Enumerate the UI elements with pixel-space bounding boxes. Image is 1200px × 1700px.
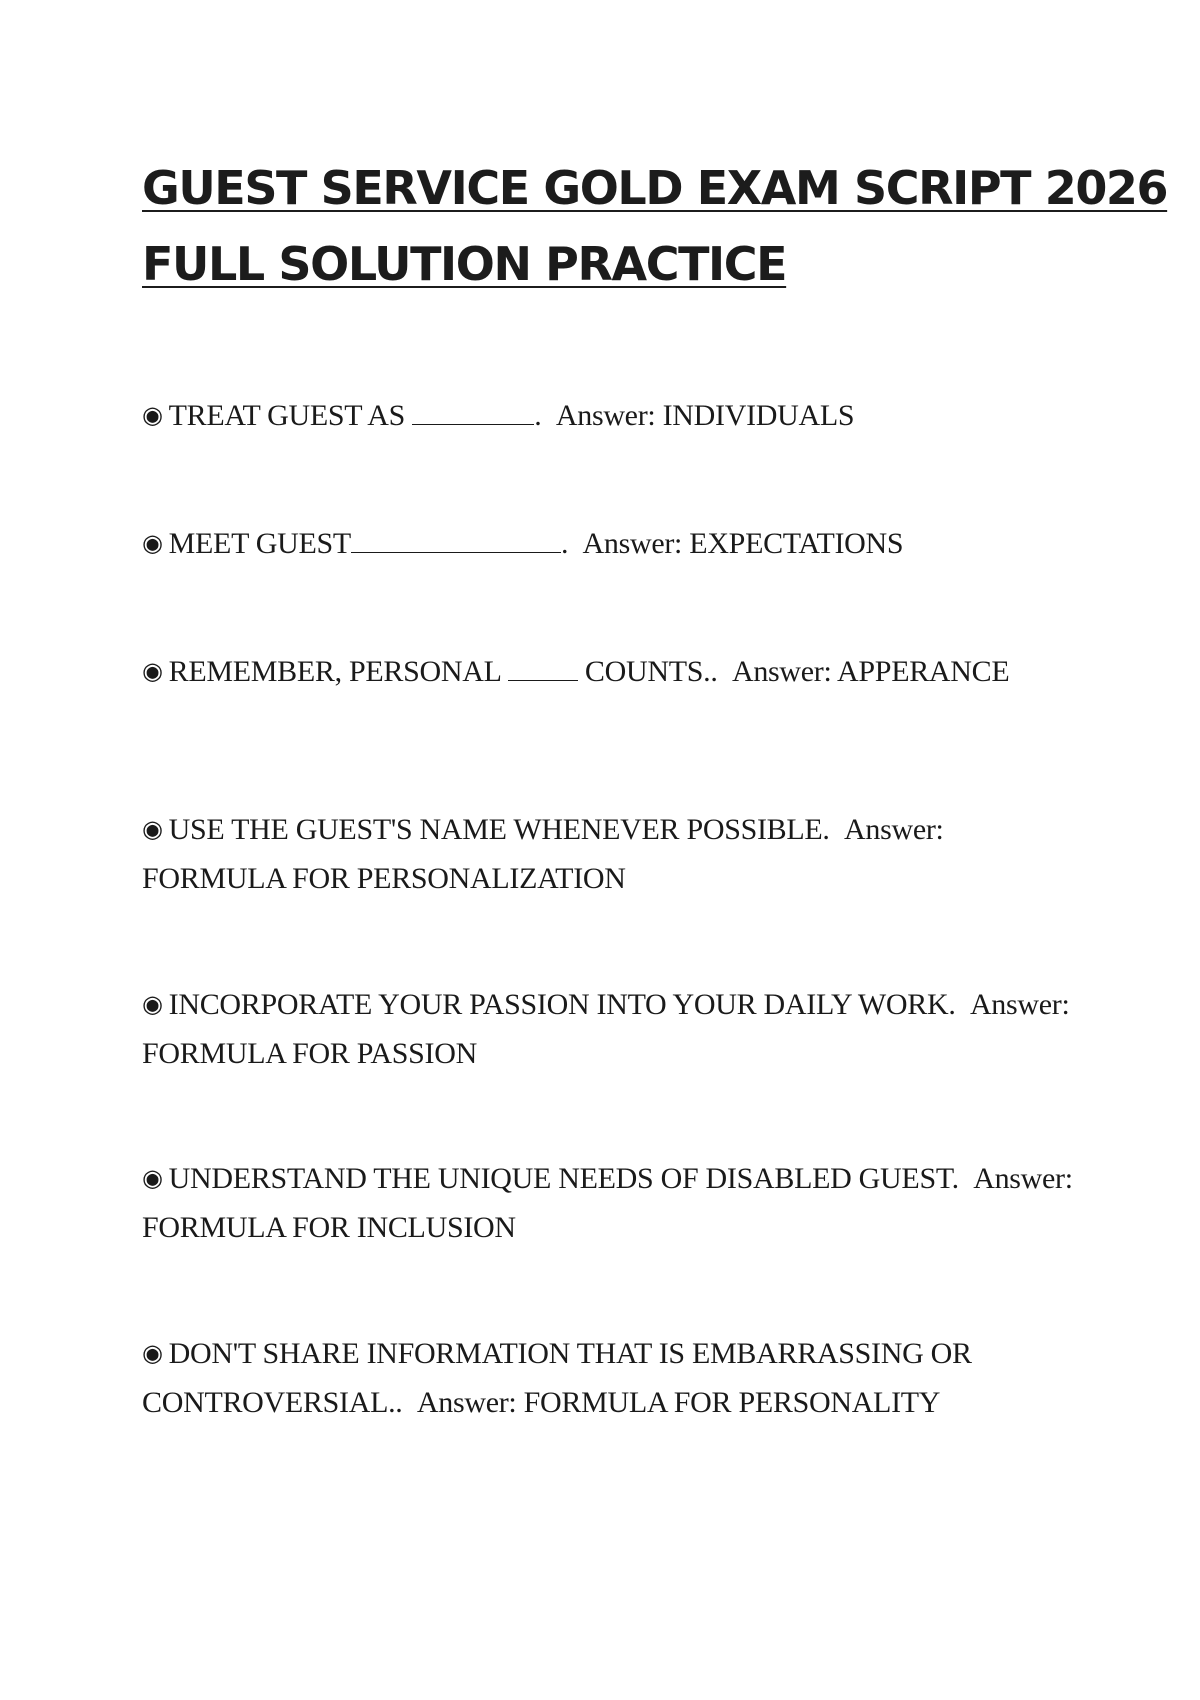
question-answer: Answer: FORMULA FOR INCLUSION	[142, 1162, 1073, 1244]
question-item-6	[142, 1155, 1082, 1251]
radio-bullet-icon: ◉	[142, 401, 163, 429]
question-item-2	[142, 520, 1082, 569]
question-prompt: USE THE GUEST'S NAME WHENEVER POSSIBLE.	[168, 813, 830, 846]
question-answer: Answer: FORMULA FOR PERSONALIZATION	[142, 813, 944, 895]
question-prompt-end: COUNTS..	[577, 655, 718, 688]
radio-bullet-icon: ◉	[142, 815, 163, 843]
document-title	[142, 150, 1168, 302]
question-item-7	[142, 1330, 1082, 1426]
question-answer: Answer: FORMULA FOR PASSION	[142, 988, 1070, 1070]
question-answer: Answer: APPERANCE	[731, 655, 1010, 688]
radio-bullet-icon: ◉	[142, 1339, 163, 1367]
radio-bullet-icon: ◉	[142, 657, 163, 685]
question-prompt: DON'T SHARE INFORMATION THAT IS EMBARRASSING OR CONTROVERSIAL..	[142, 1337, 972, 1419]
question-answer: Answer: INDIVIDUALS	[555, 399, 855, 432]
question-prompt: UNDERSTAND THE UNIQUE NEEDS OF DISABLED GUEST.	[168, 1162, 959, 1195]
question-prompt: TREAT GUEST AS	[168, 399, 413, 432]
radio-bullet-icon: ◉	[142, 990, 163, 1018]
question-item-1	[142, 392, 1082, 441]
title-line-2: FULL SOLUTION PRACTICE	[142, 237, 787, 291]
question-prompt-end: .	[560, 527, 569, 560]
question-prompt: REMEMBER, PERSONAL	[168, 655, 508, 688]
question-item-4	[142, 806, 1082, 902]
question-item-3	[142, 648, 1082, 697]
radio-bullet-icon: ◉	[142, 1164, 163, 1192]
answer-blank	[412, 400, 534, 425]
question-prompt: INCORPORATE YOUR PASSION INTO YOUR DAILY WORK.	[168, 988, 956, 1021]
question-item-5	[142, 981, 1082, 1077]
question-prompt-end: .	[534, 399, 542, 432]
title-line-1: GUEST SERVICE GOLD EXAM SCRIPT 2026	[142, 161, 1168, 215]
radio-bullet-icon: ◉	[142, 529, 163, 557]
answer-blank	[508, 656, 578, 681]
answer-blank	[351, 528, 561, 553]
question-answer: Answer: EXPECTATIONS	[582, 527, 904, 560]
question-prompt: MEET GUEST	[168, 527, 351, 560]
question-answer: Answer: FORMULA FOR PERSONALITY	[416, 1386, 941, 1419]
